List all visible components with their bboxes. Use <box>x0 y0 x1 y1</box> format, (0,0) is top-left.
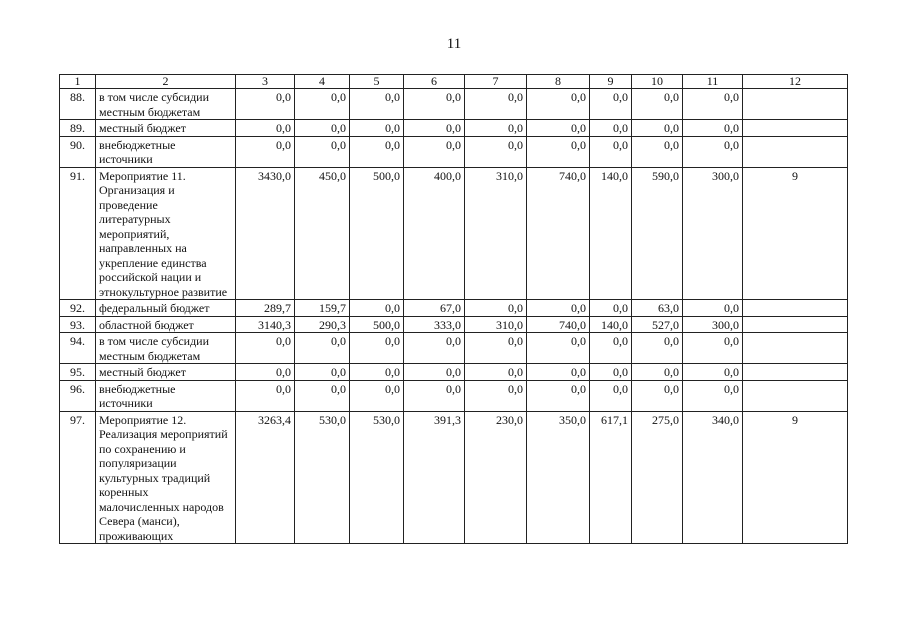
row-label: федеральный бюджет <box>96 300 236 317</box>
value-cell: 0,0 <box>632 333 683 364</box>
table-row <box>60 364 848 381</box>
value-cell: 0,0 <box>350 364 404 381</box>
indicator-cell <box>743 300 848 317</box>
row-number: 96. <box>60 380 96 411</box>
row-number: 89. <box>60 120 96 137</box>
column-header: 8 <box>527 75 590 89</box>
value-cell: 0,0 <box>632 380 683 411</box>
value-cell: 0,0 <box>590 300 632 317</box>
value-cell: 0,0 <box>590 120 632 137</box>
value-cell: 0,0 <box>350 380 404 411</box>
value-cell: 0,0 <box>527 333 590 364</box>
value-cell: 0,0 <box>527 136 590 167</box>
row-number: 92. <box>60 300 96 317</box>
value-cell: 500,0 <box>350 167 404 300</box>
value-cell: 0,0 <box>527 89 590 120</box>
value-cell: 63,0 <box>632 300 683 317</box>
indicator-cell <box>743 120 848 137</box>
row-label: внебюджетные источники <box>96 380 236 411</box>
value-cell: 527,0 <box>632 316 683 333</box>
column-header: 7 <box>465 75 527 89</box>
row-label: в том числе субсидии местным бюджетам <box>96 333 236 364</box>
indicator-cell <box>743 136 848 167</box>
indicator-cell <box>743 333 848 364</box>
value-cell: 0,0 <box>683 300 743 317</box>
column-header: 12 <box>743 75 848 89</box>
row-number: 95. <box>60 364 96 381</box>
value-cell: 500,0 <box>350 316 404 333</box>
value-cell: 0,0 <box>295 380 350 411</box>
value-cell: 0,0 <box>295 136 350 167</box>
table-row <box>60 411 848 544</box>
value-cell: 0,0 <box>236 380 295 411</box>
table-row <box>60 300 848 317</box>
table-row <box>60 89 848 120</box>
row-number: 90. <box>60 136 96 167</box>
value-cell: 230,0 <box>465 411 527 544</box>
indicator-cell <box>743 89 848 120</box>
column-header: 1 <box>60 75 96 89</box>
column-header: 2 <box>96 75 236 89</box>
indicator-cell <box>743 316 848 333</box>
table-row <box>60 380 848 411</box>
row-label: внебюджетные источники <box>96 136 236 167</box>
value-cell: 310,0 <box>465 316 527 333</box>
row-number: 94. <box>60 333 96 364</box>
value-cell: 0,0 <box>465 89 527 120</box>
value-cell: 0,0 <box>527 380 590 411</box>
value-cell: 0,0 <box>632 364 683 381</box>
value-cell: 333,0 <box>404 316 465 333</box>
indicator-cell <box>743 364 848 381</box>
value-cell: 0,0 <box>404 89 465 120</box>
row-label: Мероприятие 12. Реализация мероприятий по сохранению и популяризации культурных традиций коренных малочисленных народов Севера (манси), проживающих <box>96 411 236 544</box>
value-cell: 0,0 <box>465 300 527 317</box>
row-label: в том числе субсидии местным бюджетам <box>96 89 236 120</box>
value-cell: 159,7 <box>295 300 350 317</box>
indicator-cell: 9 <box>743 411 848 544</box>
value-cell: 0,0 <box>236 120 295 137</box>
value-cell: 140,0 <box>590 167 632 300</box>
value-cell: 740,0 <box>527 316 590 333</box>
table-row <box>60 333 848 364</box>
value-cell: 0,0 <box>236 136 295 167</box>
value-cell: 0,0 <box>295 364 350 381</box>
column-header: 11 <box>683 75 743 89</box>
value-cell: 0,0 <box>590 380 632 411</box>
value-cell: 0,0 <box>350 120 404 137</box>
value-cell: 0,0 <box>527 300 590 317</box>
value-cell: 0,0 <box>404 364 465 381</box>
value-cell: 391,3 <box>404 411 465 544</box>
value-cell: 617,1 <box>590 411 632 544</box>
value-cell: 350,0 <box>527 411 590 544</box>
value-cell: 0,0 <box>465 333 527 364</box>
table-row <box>60 120 848 137</box>
value-cell: 290,3 <box>295 316 350 333</box>
column-header: 5 <box>350 75 404 89</box>
value-cell: 0,0 <box>350 333 404 364</box>
value-cell: 530,0 <box>295 411 350 544</box>
value-cell: 275,0 <box>632 411 683 544</box>
value-cell: 67,0 <box>404 300 465 317</box>
table-row <box>60 136 848 167</box>
value-cell: 0,0 <box>683 364 743 381</box>
column-header: 3 <box>236 75 295 89</box>
column-number-header-row <box>60 75 848 89</box>
value-cell: 0,0 <box>236 364 295 381</box>
value-cell: 0,0 <box>683 136 743 167</box>
value-cell: 0,0 <box>236 89 295 120</box>
row-label: местный бюджет <box>96 364 236 381</box>
value-cell: 0,0 <box>527 364 590 381</box>
value-cell: 310,0 <box>465 167 527 300</box>
value-cell: 0,0 <box>295 120 350 137</box>
indicator-cell <box>743 380 848 411</box>
value-cell: 0,0 <box>527 120 590 137</box>
table-row <box>60 316 848 333</box>
page-number: 11 <box>446 36 462 52</box>
row-number: 91. <box>60 167 96 300</box>
column-header: 4 <box>295 75 350 89</box>
value-cell: 0,0 <box>295 333 350 364</box>
value-cell: 3140,3 <box>236 316 295 333</box>
value-cell: 0,0 <box>683 380 743 411</box>
value-cell: 340,0 <box>683 411 743 544</box>
value-cell: 0,0 <box>683 89 743 120</box>
column-header: 6 <box>404 75 465 89</box>
value-cell: 0,0 <box>350 89 404 120</box>
table-row <box>60 167 848 300</box>
value-cell: 0,0 <box>590 364 632 381</box>
row-label: Мероприятие 11. Организация и проведение литературных мероприятий, направленных на укрепление единства российской нации и этнокультурное развитие <box>96 167 236 300</box>
value-cell: 530,0 <box>350 411 404 544</box>
value-cell: 450,0 <box>295 167 350 300</box>
indicator-cell: 9 <box>743 167 848 300</box>
value-cell: 3430,0 <box>236 167 295 300</box>
column-header: 9 <box>590 75 632 89</box>
value-cell: 0,0 <box>632 89 683 120</box>
budget-table <box>59 74 848 544</box>
value-cell: 0,0 <box>295 89 350 120</box>
value-cell: 0,0 <box>465 136 527 167</box>
value-cell: 0,0 <box>683 333 743 364</box>
row-label: областной бюджет <box>96 316 236 333</box>
value-cell: 0,0 <box>683 120 743 137</box>
row-number: 88. <box>60 89 96 120</box>
value-cell: 0,0 <box>465 120 527 137</box>
value-cell: 0,0 <box>404 380 465 411</box>
column-header: 10 <box>632 75 683 89</box>
value-cell: 0,0 <box>590 89 632 120</box>
value-cell: 400,0 <box>404 167 465 300</box>
value-cell: 300,0 <box>683 167 743 300</box>
value-cell: 0,0 <box>350 136 404 167</box>
value-cell: 0,0 <box>465 380 527 411</box>
value-cell: 300,0 <box>683 316 743 333</box>
row-label: местный бюджет <box>96 120 236 137</box>
value-cell: 289,7 <box>236 300 295 317</box>
value-cell: 0,0 <box>590 333 632 364</box>
row-number: 93. <box>60 316 96 333</box>
value-cell: 0,0 <box>350 300 404 317</box>
row-number: 97. <box>60 411 96 544</box>
value-cell: 0,0 <box>590 136 632 167</box>
value-cell: 0,0 <box>404 333 465 364</box>
value-cell: 590,0 <box>632 167 683 300</box>
value-cell: 3263,4 <box>236 411 295 544</box>
value-cell: 0,0 <box>632 136 683 167</box>
value-cell: 740,0 <box>527 167 590 300</box>
value-cell: 0,0 <box>404 136 465 167</box>
value-cell: 0,0 <box>236 333 295 364</box>
value-cell: 140,0 <box>590 316 632 333</box>
value-cell: 0,0 <box>404 120 465 137</box>
value-cell: 0,0 <box>465 364 527 381</box>
value-cell: 0,0 <box>632 120 683 137</box>
